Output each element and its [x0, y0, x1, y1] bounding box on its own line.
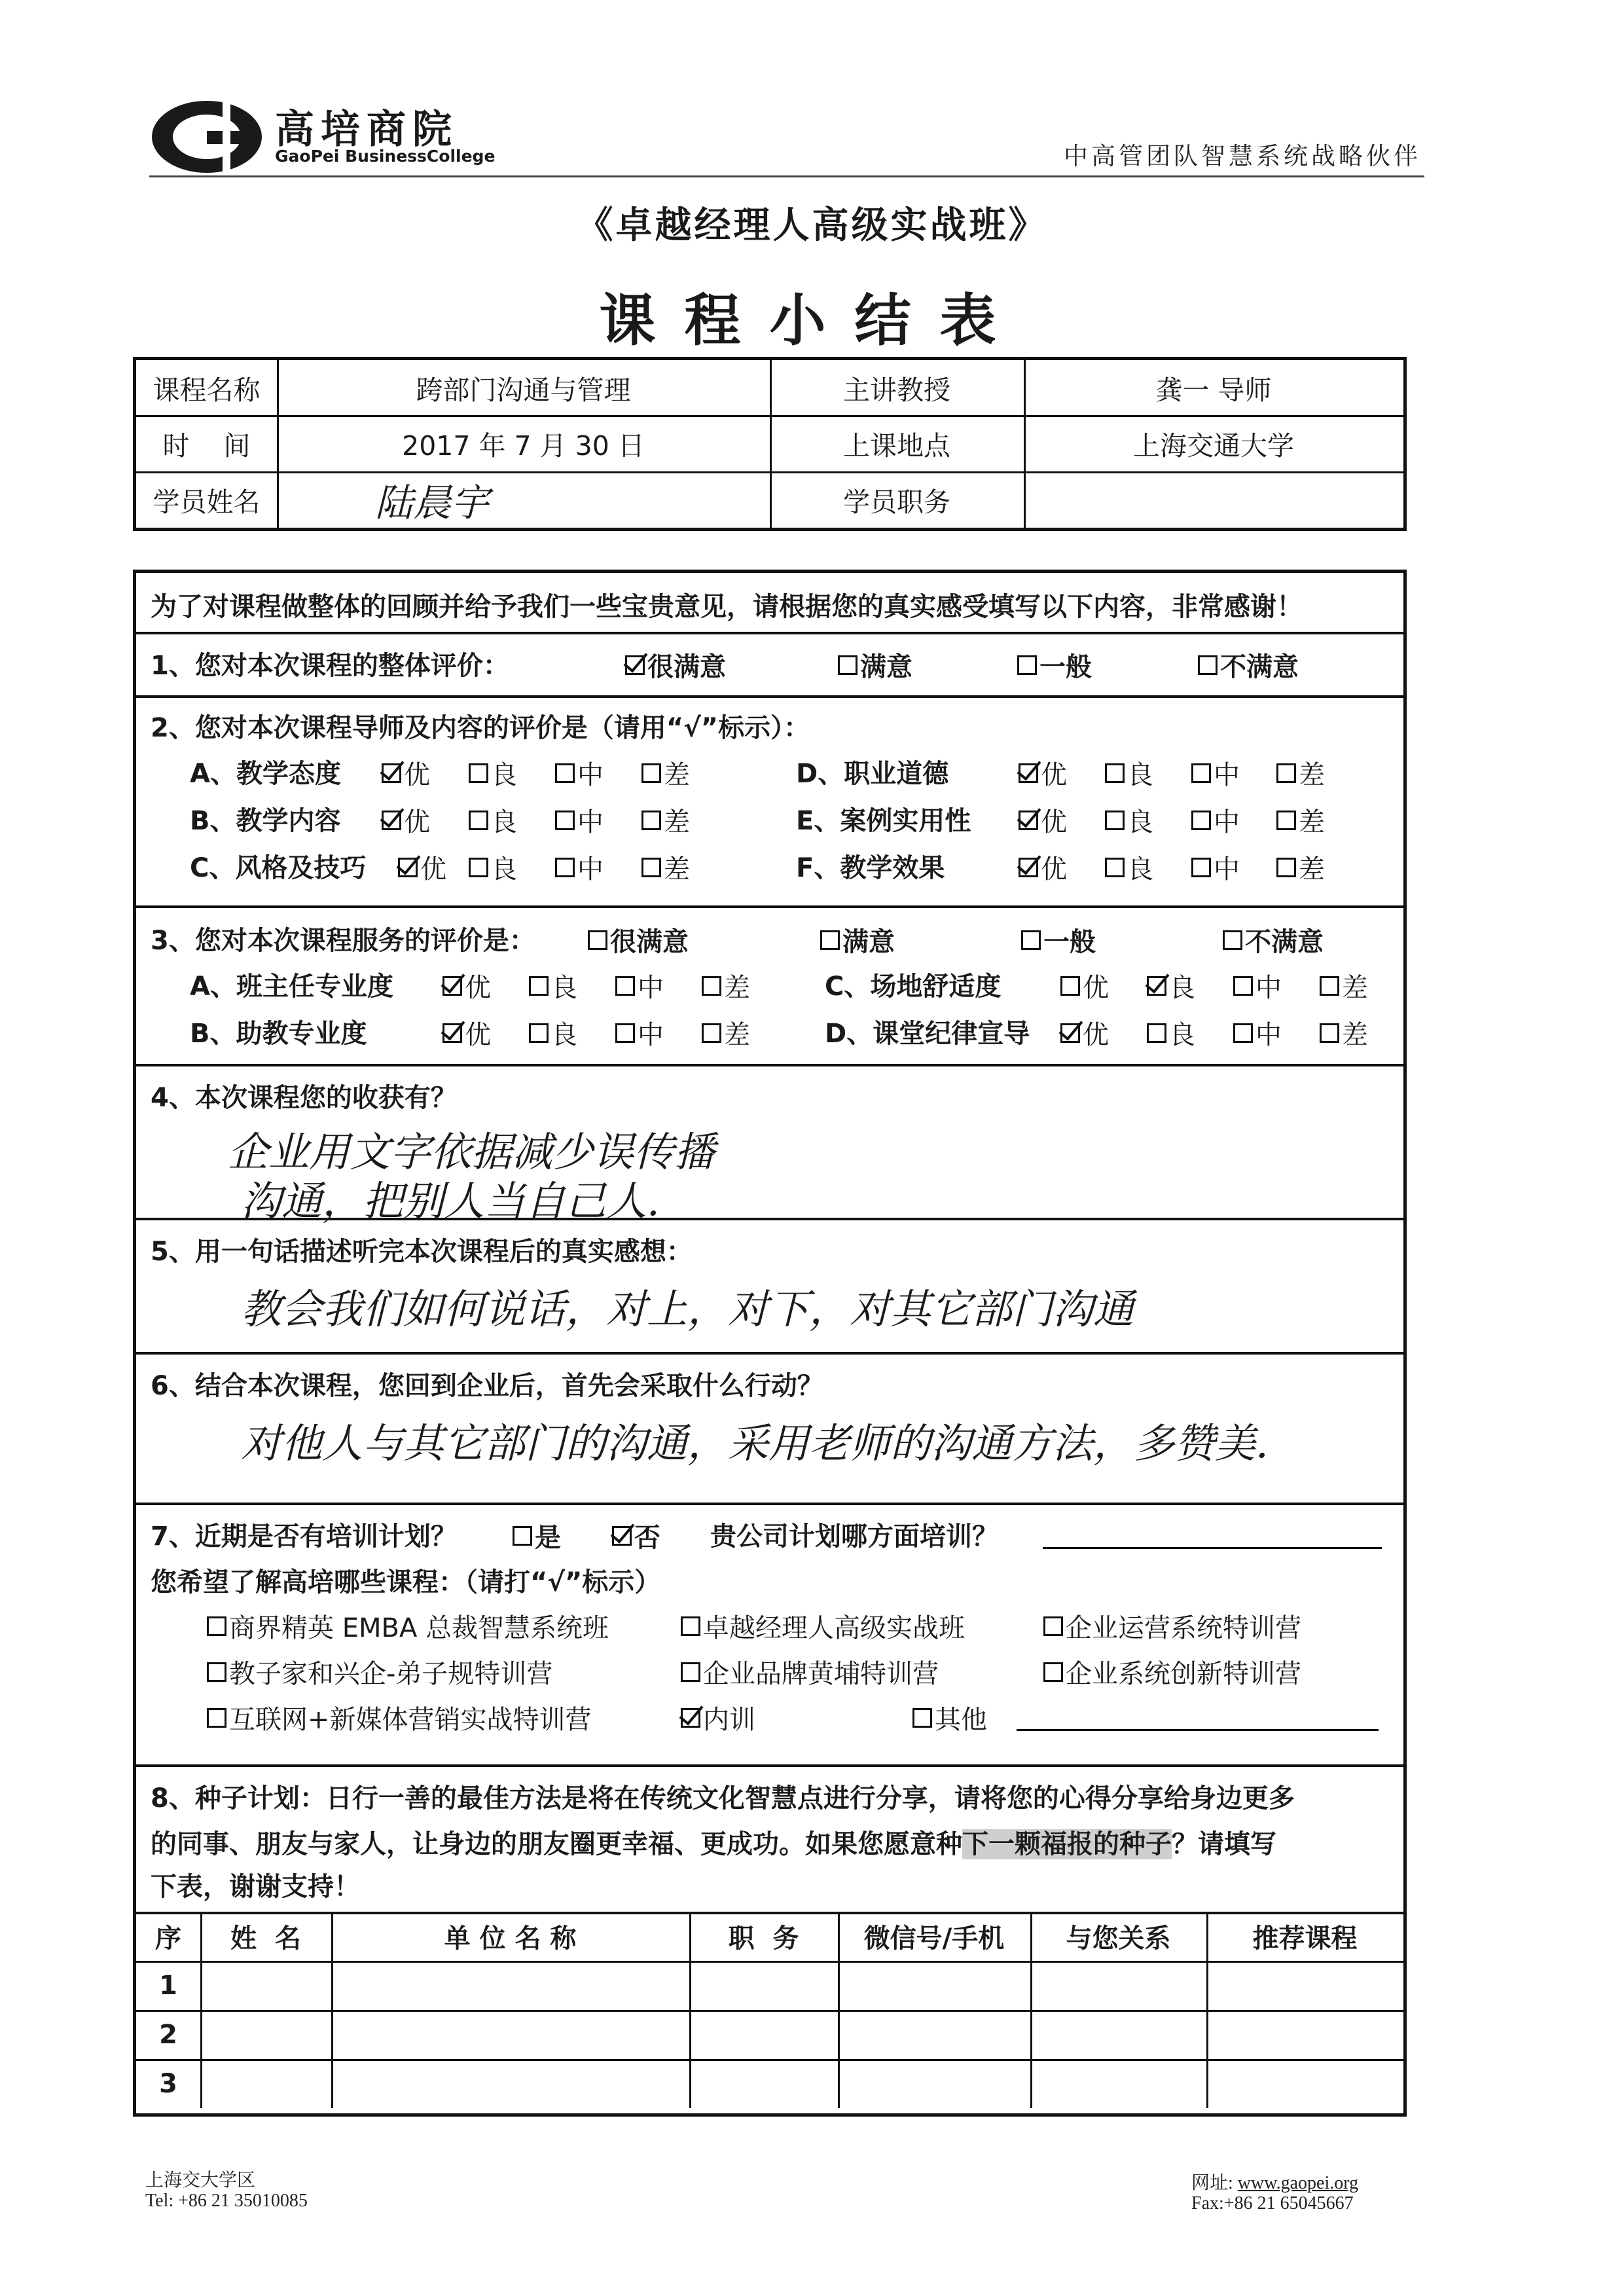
q1-option-very-satisfied[interactable]: 很满意 [625, 646, 726, 683]
q2-a-grade-excellent[interactable]: 优 [382, 754, 430, 792]
checkbox-icon [1223, 930, 1242, 950]
checkbox-icon [615, 976, 635, 996]
q3-a-grade-excellent[interactable]: 优 [442, 967, 491, 1004]
footer-website: 网址: www.gaopei.org [1191, 2173, 1359, 2193]
q3-d-grade-fair[interactable]: 中 [1233, 1014, 1282, 1051]
col-header-title: 职 务 [728, 1923, 799, 1954]
q2-c-grade-excellent[interactable]: 优 [398, 848, 446, 886]
q2-d-grade-fair[interactable]: 中 [1191, 754, 1240, 792]
q3-c-grade-fair[interactable]: 中 [1233, 967, 1282, 1004]
student-name-value[interactable]: 陆晨宇 [375, 481, 490, 525]
checkbox-icon [1276, 811, 1296, 830]
q3-d-grade-excellent[interactable]: 优 [1060, 1014, 1109, 1051]
checkbox-icon [1105, 858, 1125, 877]
q3-d-grade-good[interactable]: 良 [1147, 1014, 1195, 1051]
footer-campus: 上海交大学区 [145, 2170, 256, 2191]
q3-c-grade-excellent[interactable]: 优 [1060, 967, 1109, 1004]
checkbox-icon [1105, 811, 1125, 830]
q7-plan-label: 贵公司计划哪方面培训？ [710, 1522, 998, 1552]
checkbox-icon [1276, 763, 1296, 783]
q2-c-grade-good[interactable]: 良 [469, 848, 517, 886]
q2-b-grade-fair[interactable]: 中 [555, 801, 604, 839]
location-label: 上课地点 [843, 429, 950, 462]
table-row-index: 2 [159, 2019, 177, 2050]
checkbox-icon [1320, 976, 1339, 996]
q3-a-grade-good[interactable]: 良 [529, 967, 577, 1004]
q2-b-grade-excellent[interactable]: 优 [382, 801, 430, 839]
checked-checkbox-icon [625, 655, 645, 675]
checkbox-icon [1147, 1023, 1166, 1043]
q2-a-grade-poor[interactable]: 差 [641, 754, 690, 792]
location-value: 上海交通大学 [1133, 429, 1294, 462]
checkbox-icon [1233, 1023, 1253, 1043]
q2-f-grade-fair[interactable]: 中 [1191, 848, 1240, 886]
header-divider [149, 175, 1424, 177]
q6-answer[interactable]: 对他人与其它部门的沟通，采用老师的沟通方法，多赞美. [241, 1419, 1269, 1467]
course-option-other[interactable]: 其他 [912, 1699, 987, 1736]
survey-intro: 为了对课程做整体的回顾并给予我们一些宝贵意见，请根据您的真实感受填写以下内容，非常感谢！ [151, 592, 1303, 622]
checkbox-icon [555, 858, 575, 877]
checkbox-icon [681, 1616, 700, 1636]
course-option-excellent-manager[interactable]: 卓越经理人高级实战班 [681, 1607, 965, 1645]
q4-label: 4、本次课程您的收获有？ [151, 1083, 457, 1113]
col-header-course: 推荐课程 [1252, 1923, 1358, 1954]
q2-f-grade-excellent[interactable]: 优 [1019, 848, 1067, 886]
q8-line-3: 下表，谢谢支持！ [151, 1872, 360, 1902]
q5-label: 5、用一句话描述听完本次课程后的真实感想： [151, 1237, 693, 1267]
q3-b-grade-excellent[interactable]: 优 [442, 1014, 491, 1051]
q2-a-grade-good[interactable]: 良 [469, 754, 517, 792]
website-link[interactable]: www.gaopei.org [1237, 2173, 1359, 2193]
q3-option-dissatisfied[interactable]: 不满意 [1223, 921, 1324, 958]
checked-checkbox-icon [382, 763, 401, 783]
q2-c-grade-fair[interactable]: 中 [555, 848, 604, 886]
header-tagline: 中高管团队智慧系统战略伙伴 [1064, 142, 1421, 170]
course-option-emba[interactable]: 商界精英 EMBA 总裁智慧系统班 [207, 1607, 609, 1645]
q3-b-grade-good[interactable]: 良 [529, 1014, 577, 1051]
q2-label: 2、您对本次课程导师及内容的评价是（请用“√”标示）： [151, 713, 810, 743]
checkbox-icon [820, 930, 840, 950]
q2-a-grade-fair[interactable]: 中 [555, 754, 604, 792]
q3-option-average[interactable]: 一般 [1021, 921, 1096, 958]
q2-item-e-label: E、案例实用性 [796, 806, 971, 836]
course-name-value: 跨部门沟通与管理 [416, 374, 631, 406]
checkbox-icon [912, 1708, 932, 1728]
course-option-new-media[interactable]: 互联网+新媒体营销实战特训营 [207, 1699, 592, 1736]
checkbox-icon [1191, 811, 1211, 830]
checked-checkbox-icon [442, 1023, 462, 1043]
checkbox-icon [1191, 858, 1211, 877]
course-option-operations[interactable]: 企业运营系统特训营 [1043, 1607, 1301, 1645]
q2-d-grade-excellent[interactable]: 优 [1019, 754, 1067, 792]
checkbox-icon [1276, 858, 1296, 877]
q1-label: 1、您对本次课程的整体评价： [151, 651, 509, 681]
checkbox-icon [529, 976, 549, 996]
checked-checkbox-icon [1019, 763, 1038, 783]
q3-b-grade-fair[interactable]: 中 [615, 1014, 664, 1051]
checkbox-icon [555, 763, 575, 783]
footer-fax: Fax:+86 21 65045667 [1191, 2193, 1354, 2214]
course-option-in-house[interactable]: 内训 [681, 1699, 755, 1736]
q2-e-grade-fair[interactable]: 中 [1191, 801, 1240, 839]
document-title: 《卓越经理人高级实战班》 [576, 204, 1048, 247]
checked-checkbox-icon [1019, 811, 1038, 830]
q2-e-grade-good[interactable]: 良 [1105, 801, 1153, 839]
q3-item-c-label: C、场地舒适度 [825, 972, 1001, 1002]
checkbox-icon [1198, 655, 1218, 675]
student-name-label: 学员姓名 [153, 486, 261, 518]
checkbox-icon [615, 1023, 635, 1043]
checked-checkbox-icon [442, 976, 462, 996]
q3-item-d-label: D、课堂纪律宣导 [825, 1019, 1030, 1049]
checked-checkbox-icon [612, 1526, 632, 1546]
q2-c-grade-poor[interactable]: 差 [641, 848, 690, 886]
q8-line-2: 的同事、朋友与家人，让身边的朋友圈更幸福、更成功。如果您愿意种下一颗福报的种子？请填写 [151, 1829, 1276, 1859]
course-option-innovation[interactable]: 企业系统创新特训营 [1043, 1653, 1301, 1690]
gaopei-logo-mark-icon [149, 98, 264, 175]
q7-courses-label: 您希望了解高培哪些课程：（请打“√”标示） [151, 1567, 661, 1597]
col-header-relation: 与您关系 [1066, 1923, 1171, 1954]
q3-label: 3、您对本次课程服务的评价是： [151, 926, 535, 956]
q1-option-average[interactable]: 一般 [1017, 646, 1092, 683]
checkbox-icon [1320, 1023, 1339, 1043]
q3-c-grade-good[interactable]: 良 [1147, 967, 1195, 1004]
student-position-label: 学员职务 [843, 486, 950, 518]
time-label: 时 间 [162, 429, 251, 462]
q2-item-a-label: A、教学态度 [190, 759, 341, 789]
q3-a-grade-poor[interactable]: 差 [702, 967, 750, 1004]
checkbox-icon [641, 811, 661, 830]
checkbox-icon [702, 976, 721, 996]
checkbox-icon [469, 858, 488, 877]
q8-line-1: 8、种子计划：日行一善的最佳方法是将在传统文化智慧点进行分享，请将您的心得分享给身边更多 [151, 1783, 1295, 1813]
document-subtitle: 课程小结表 [599, 287, 1025, 354]
checkbox-icon [641, 763, 661, 783]
q3-item-a-label: A、班主任专业度 [190, 972, 393, 1002]
q2-item-d-label: D、职业道德 [796, 759, 949, 789]
logo-english-name: GaoPei BusinessCollege [275, 147, 496, 166]
checkbox-icon [681, 1662, 700, 1682]
checkbox-icon [1105, 763, 1125, 783]
lecturer-label: 主讲教授 [843, 374, 950, 406]
q4-answer-line-1[interactable]: 企业用文字依据减少误传播 [228, 1128, 715, 1176]
q2-f-grade-poor[interactable]: 差 [1276, 848, 1325, 886]
col-header-name: 姓 名 [230, 1923, 301, 1954]
q7-label: 7、近期是否有培训计划？ [151, 1522, 457, 1552]
student-position-value[interactable] [1024, 471, 1403, 528]
col-header-company: 单 位 名 称 [444, 1923, 577, 1954]
seed-highlight: 下一颗福报的种子 [962, 1829, 1172, 1859]
checkbox-icon [513, 1526, 532, 1546]
checked-checkbox-icon [1019, 858, 1038, 877]
checked-checkbox-icon [398, 858, 418, 877]
table-row-index: 3 [159, 2068, 177, 2099]
table-row-index: 1 [159, 1970, 177, 2001]
checkbox-icon [1233, 976, 1253, 996]
checked-checkbox-icon [1060, 1023, 1080, 1043]
checkbox-icon [1043, 1662, 1063, 1682]
checkbox-icon [838, 655, 857, 675]
checked-checkbox-icon [681, 1708, 700, 1728]
other-course-input-line[interactable] [1017, 1729, 1379, 1731]
checkbox-icon [1060, 976, 1080, 996]
time-value: 2017 年 7 月 30 日 [402, 429, 645, 462]
checked-checkbox-icon [1147, 976, 1166, 996]
checkbox-icon [641, 858, 661, 877]
q2-e-grade-poor[interactable]: 差 [1276, 801, 1325, 839]
q2-b-grade-poor[interactable]: 差 [641, 801, 690, 839]
q4-answer-line-2[interactable]: 沟通，把别人当自己人. [241, 1177, 660, 1225]
checkbox-icon [555, 811, 575, 830]
q2-item-c-label: C、风格及技巧 [190, 853, 367, 883]
q1-option-satisfied[interactable]: 满意 [838, 646, 912, 683]
checkbox-icon [588, 930, 607, 950]
q3-a-grade-fair[interactable]: 中 [615, 967, 664, 1004]
q7-option-yes[interactable]: 是 [513, 1517, 561, 1554]
logo-chinese-name: 高培商院 [275, 107, 458, 153]
q1-option-dissatisfied[interactable]: 不满意 [1198, 646, 1299, 683]
q3-c-grade-poor[interactable]: 差 [1320, 967, 1368, 1004]
checked-checkbox-icon [382, 811, 401, 830]
checkbox-icon [529, 1023, 549, 1043]
q2-f-grade-good[interactable]: 良 [1105, 848, 1153, 886]
q3-option-very-satisfied[interactable]: 很满意 [588, 921, 689, 958]
q7-option-no[interactable]: 否 [612, 1517, 660, 1554]
q7-plan-input-line[interactable] [1043, 1547, 1382, 1549]
q2-b-grade-good[interactable]: 良 [469, 801, 517, 839]
q2-item-b-label: B、教学内容 [190, 806, 341, 836]
course-info-table [133, 357, 1407, 531]
checkbox-icon [207, 1708, 226, 1728]
q3-item-b-label: B、助教专业度 [190, 1019, 367, 1049]
course-name-label: 课程名称 [153, 374, 261, 406]
q3-b-grade-poor[interactable]: 差 [702, 1014, 750, 1051]
q2-item-f-label: F、教学效果 [796, 853, 945, 883]
q2-d-grade-good[interactable]: 良 [1105, 754, 1153, 792]
col-header-index: 序 [155, 1923, 181, 1954]
checkbox-icon [207, 1616, 226, 1636]
checkbox-icon [469, 811, 488, 830]
checkbox-icon [1043, 1616, 1063, 1636]
footer-tel: Tel: +86 21 35010085 [145, 2191, 308, 2211]
q3-d-grade-poor[interactable]: 差 [1320, 1014, 1368, 1051]
checkbox-icon [469, 763, 488, 783]
feedback-survey [133, 570, 1407, 2117]
checkbox-icon [1017, 655, 1037, 675]
q6-label: 6、结合本次课程，您回到企业后，首先会采取什么行动？ [151, 1371, 823, 1401]
course-option-dizigui[interactable]: 教子家和兴企-弟子规特训营 [207, 1653, 552, 1690]
lecturer-value: 龚一 导师 [1155, 374, 1272, 406]
q5-answer[interactable]: 教会我们如何说话，对上，对下，对其它部门沟通 [241, 1285, 1134, 1333]
course-option-brand[interactable]: 企业品牌黄埔特训营 [681, 1653, 939, 1690]
q2-e-grade-excellent[interactable]: 优 [1019, 801, 1067, 839]
col-header-wechat: 微信号/手机 [863, 1923, 1005, 1954]
checkbox-icon [702, 1023, 721, 1043]
checkbox-icon [1021, 930, 1041, 950]
checkbox-icon [207, 1662, 226, 1682]
q2-d-grade-poor[interactable]: 差 [1276, 754, 1325, 792]
checkbox-icon [1191, 763, 1211, 783]
q3-option-satisfied[interactable]: 满意 [820, 921, 895, 958]
referral-table [136, 1912, 1403, 2115]
